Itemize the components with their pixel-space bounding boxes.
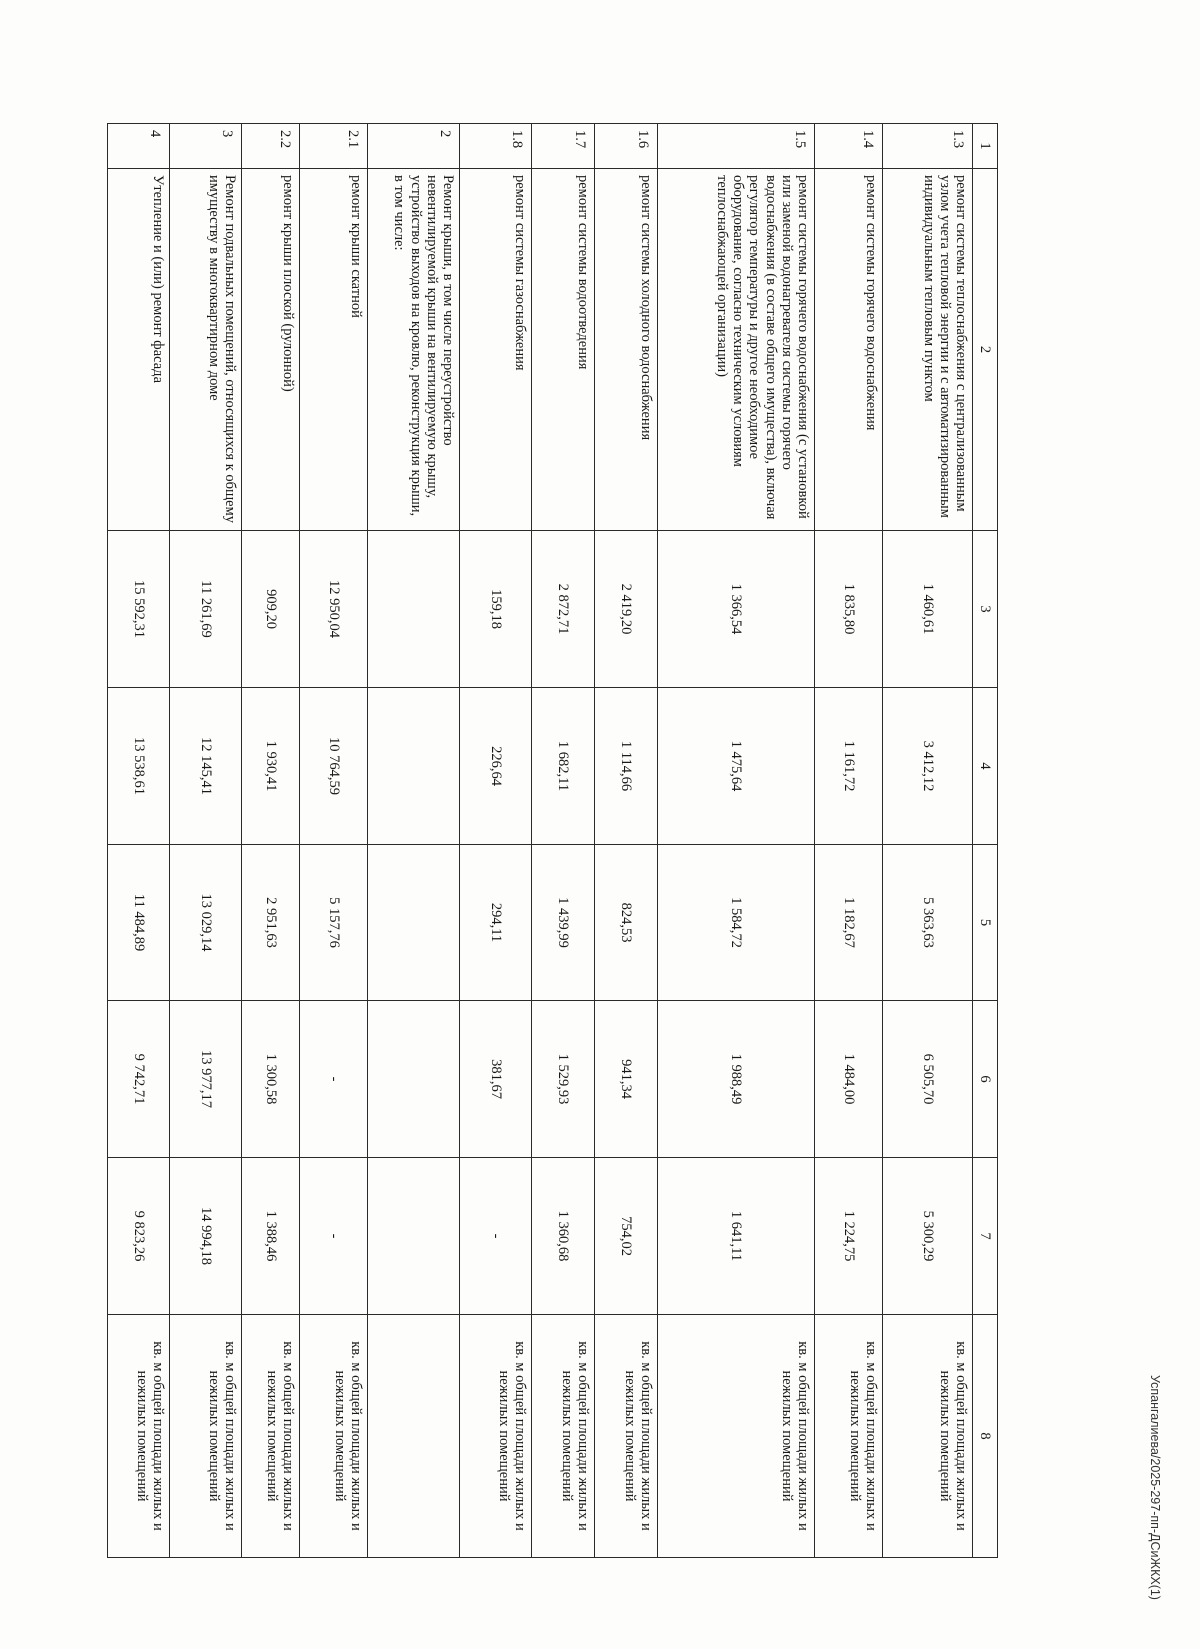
table-row [658, 124, 815, 1558]
value-col-6: 1 484,00 [815, 1001, 883, 1158]
row-index: 3 [170, 124, 242, 169]
unit-of-measure: кв. м общей площади жилых и нежилых помещений [815, 1315, 883, 1558]
row-index: 1.4 [815, 124, 883, 169]
value-col-7: 1 360,68 [532, 1158, 595, 1315]
table-row [242, 124, 300, 1558]
tariff-table [107, 123, 998, 1558]
table-row [368, 124, 460, 1558]
value-col-5: 1 584,72 [658, 845, 815, 1001]
row-index: 1.7 [532, 124, 595, 169]
table-row [815, 124, 883, 1558]
value-col-5: 5 363,63 [883, 845, 973, 1001]
value-col-3: 2 419,20 [595, 531, 658, 688]
unit-of-measure: кв. м общей площади жилых и нежилых помещений [170, 1315, 242, 1558]
unit-of-measure: кв. м общей площади жилых и нежилых помещений [595, 1315, 658, 1558]
header-row [973, 124, 998, 1558]
work-name: ремонт системы горячего водоснабжения [815, 169, 883, 531]
header-cell-6: 6 [973, 1001, 998, 1158]
value-col-4: 226,64 [460, 688, 532, 845]
row-index: 1.8 [460, 124, 532, 169]
unit-of-measure: кв. м общей площади жилых и нежилых помещений [883, 1315, 973, 1558]
value-col-5: 1 439,99 [532, 845, 595, 1001]
value-col-3: 1 366,54 [658, 531, 815, 688]
value-col-4: 1 682,11 [532, 688, 595, 845]
row-index: 2.2 [242, 124, 300, 169]
value-col-3: 159,18 [460, 531, 532, 688]
unit-of-measure: кв. м общей площади жилых и нежилых помещений [532, 1315, 595, 1558]
value-col-5: 2 951,63 [242, 845, 300, 1001]
header-cell-8: 8 [973, 1315, 998, 1558]
work-name: ремонт системы горячего водоснабжения (с установкой или заменой водонагревателя системы горячего водоснабжения (в составе общего имущества), включая регулятор температуры и другое необходимое оборудование, согласно техническим условиям теплоснабжающей организации) [658, 169, 815, 531]
header-cell-7: 7 [973, 1158, 998, 1315]
unit-of-measure: кв. м общей площади жилых и нежилых помещений [242, 1315, 300, 1558]
value-col-3: 1 460,61 [883, 531, 973, 688]
table-row [883, 124, 973, 1558]
value-col-4: 1 114,66 [595, 688, 658, 845]
value-col-4: 3 412,12 [883, 688, 973, 845]
value-col-6: 941,34 [595, 1001, 658, 1158]
unit-of-measure: кв. м общей площади жилых и нежилых помещений [108, 1315, 170, 1558]
value-col-7 [368, 1158, 460, 1315]
value-col-5 [368, 845, 460, 1001]
row-index: 4 [108, 124, 170, 169]
value-col-3: 12 950,04 [300, 531, 368, 688]
unit-of-measure: кв. м общей площади жилых и нежилых помещений [460, 1315, 532, 1558]
work-name: Ремонт подвальных помещений, относящихся к общему имуществу в многоквартирном доме [170, 169, 242, 531]
value-col-4: 1 930,41 [242, 688, 300, 845]
unit-of-measure: кв. м общей площади жилых и нежилых помещений [300, 1315, 368, 1558]
value-col-5: 11 484,89 [108, 845, 170, 1001]
value-col-6: 381,67 [460, 1001, 532, 1158]
value-col-5: 1 182,67 [815, 845, 883, 1001]
unit-of-measure: кв. м общей площади жилых и нежилых помещений [658, 1315, 815, 1558]
row-index: 1.6 [595, 124, 658, 169]
value-col-5: 5 157,76 [300, 845, 368, 1001]
value-col-7: 9 823,26 [108, 1158, 170, 1315]
header-cell-1: 1 [973, 124, 998, 169]
value-col-4: 12 145,41 [170, 688, 242, 845]
work-name: ремонт системы газоснабжения [460, 169, 532, 531]
work-name: ремонт системы теплоснабжения с централизованным узлом учета тепловой энергии и с автоматизированным индивидуальным тепловым пунктом [883, 169, 973, 531]
value-col-3: 15 592,31 [108, 531, 170, 688]
value-col-4: 10 764,59 [300, 688, 368, 845]
value-col-3 [368, 531, 460, 688]
value-col-4: 13 538,61 [108, 688, 170, 845]
value-col-3: 909,20 [242, 531, 300, 688]
value-col-4: 1 161,72 [815, 688, 883, 845]
row-index: 1.3 [883, 124, 973, 169]
work-name: Утепление и (или) ремонт фасада [108, 169, 170, 531]
value-col-7: 1 388,46 [242, 1158, 300, 1315]
table-row [108, 124, 170, 1558]
table-row [532, 124, 595, 1558]
value-col-5: 13 029,14 [170, 845, 242, 1001]
value-col-6: 1 529,93 [532, 1001, 595, 1158]
value-col-7: 5 300,29 [883, 1158, 973, 1315]
work-name: ремонт крыши скатной [300, 169, 368, 531]
document-file-mark: Успангалиева/2025-297-пп-ДСиЖКХ(1) [1148, 1375, 1162, 1600]
value-col-7: - [460, 1158, 532, 1315]
header-cell-4: 4 [973, 688, 998, 845]
value-col-6: 9 742,71 [108, 1001, 170, 1158]
value-col-6: 6 505,70 [883, 1001, 973, 1158]
value-col-4 [368, 688, 460, 845]
work-name: Ремонт крыши, в том числе переустройство невентилируемой крыши на вентилируемую крышу, устройство выходов на кровлю, реконструкция крыши, в том числе: [368, 169, 460, 531]
value-col-3: 1 835,80 [815, 531, 883, 688]
value-col-7: 754,02 [595, 1158, 658, 1315]
value-col-3: 11 261,69 [170, 531, 242, 688]
work-name: ремонт крыши плоской (рулонной) [242, 169, 300, 531]
header-cell-3: 3 [973, 531, 998, 688]
value-col-6: - [300, 1001, 368, 1158]
value-col-5: 294,11 [460, 845, 532, 1001]
header-cell-2: 2 [973, 169, 998, 531]
header-cell-5: 5 [973, 845, 998, 1001]
unit-of-measure [368, 1315, 460, 1558]
table-row [460, 124, 532, 1558]
value-col-3: 2 872,71 [532, 531, 595, 688]
value-col-6 [368, 1001, 460, 1158]
table-row [595, 124, 658, 1558]
value-col-5: 824,53 [595, 845, 658, 1001]
value-col-6: 1 988,49 [658, 1001, 815, 1158]
value-col-7: - [300, 1158, 368, 1315]
row-index: 1.5 [658, 124, 815, 169]
value-col-7: 1 224,75 [815, 1158, 883, 1315]
table-row [170, 124, 242, 1558]
value-col-7: 1 641,11 [658, 1158, 815, 1315]
value-col-4: 1 475,64 [658, 688, 815, 845]
value-col-6: 1 300,58 [242, 1001, 300, 1158]
work-name: ремонт системы водоотведения [532, 169, 595, 531]
row-index: 2 [368, 124, 460, 169]
value-col-7: 14 994,18 [170, 1158, 242, 1315]
work-name: ремонт системы холодного водоснабжения [595, 169, 658, 531]
rotated-table-wrapper [128, 123, 998, 1557]
row-index: 2.1 [300, 124, 368, 169]
value-col-6: 13 977,17 [170, 1001, 242, 1158]
table-row [300, 124, 368, 1558]
